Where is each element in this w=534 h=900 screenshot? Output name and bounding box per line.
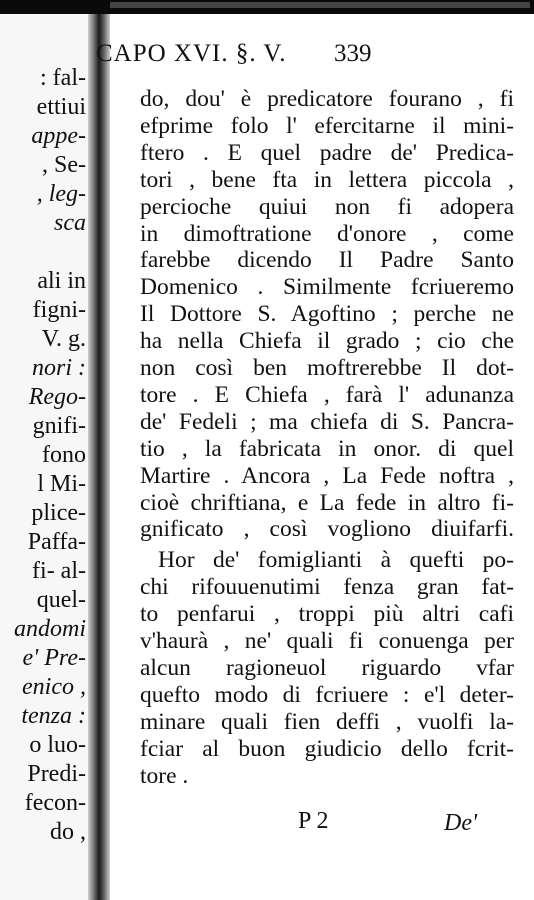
body-line: tio , la fabricata in onor. di quel xyxy=(140,435,514,462)
left-page-line: gnifi- xyxy=(32,413,86,439)
left-page-line: l Mi- xyxy=(37,471,86,497)
body-line: chi rifouuenutimi fenza gran fat- xyxy=(140,574,514,601)
left-facing-page xyxy=(0,14,92,900)
left-page-line: V. g. xyxy=(41,326,86,352)
left-page-line: fi- al- xyxy=(32,558,86,584)
body-line: Domenico . Similmente fcriueremo xyxy=(140,274,514,301)
top-dark-edge xyxy=(0,0,534,14)
left-page-line: , leg- xyxy=(36,181,86,207)
left-page-line: sca xyxy=(54,210,86,236)
left-page-line: andomi xyxy=(14,616,86,642)
left-page-line: Rego- xyxy=(28,384,86,410)
body-line: ftero . E quel padre de' Predica- xyxy=(140,139,514,166)
left-page-line: enico , xyxy=(22,674,86,700)
left-page-line: ali in xyxy=(37,268,86,294)
left-page-line: Paffa- xyxy=(27,529,86,555)
body-line: gnificato , così vogliono diuifarfi. xyxy=(140,516,514,543)
book-gutter xyxy=(88,14,110,900)
body-line: fciar al buon giudicio dello fcrit- xyxy=(140,735,514,762)
body-line: ha nella Chiefa il grado ; cio che xyxy=(140,328,514,355)
left-page-line: , Se- xyxy=(42,152,86,178)
body-line: quefto modo di fcriuere : e'l deter- xyxy=(140,681,514,708)
body-line: Il Dottore S. Agoftino ; perche ne xyxy=(140,301,514,328)
left-page-line: Predi- xyxy=(27,761,86,787)
left-page-line: ettiui xyxy=(36,94,86,120)
left-page-line: fecon- xyxy=(24,790,86,816)
left-page-line: : fal- xyxy=(40,65,86,91)
body-line: tori , bene fta in lettera piccola , xyxy=(140,166,514,193)
body-line: minare quali fien deffi , vuolfi la- xyxy=(140,708,514,735)
page-number: 339 xyxy=(334,40,372,67)
body-line: to penfarui , troppi più altri cafi xyxy=(140,601,514,628)
left-page-line: quel- xyxy=(36,587,86,613)
body-line: de' Fedeli ; ma chiefa di S. Pancra- xyxy=(140,408,514,435)
body-line: Hor de' fomiglianti à quefti po- xyxy=(158,547,514,574)
left-page-line: do , xyxy=(50,819,86,845)
body-line: farebbe dicendo Il Padre Santo xyxy=(140,247,514,274)
left-page-line: tenza : xyxy=(21,703,86,729)
top-edge-shadow xyxy=(110,2,530,8)
left-page-line: nori : xyxy=(32,355,86,381)
body-line: cioè chriftiana, e La fede in altro fi- xyxy=(140,489,514,516)
catchword: De' xyxy=(444,810,478,836)
left-page-line: plice- xyxy=(31,500,86,526)
body-line: do, dou' è predicatore fourano , fi xyxy=(140,86,514,112)
body-line: percioche quiui non fi adopera xyxy=(140,193,514,220)
left-page-line: o luo- xyxy=(29,732,86,758)
running-title: CAPO XVI. §. V. xyxy=(96,40,287,67)
body-line: in dimoftratione d'onore , come xyxy=(140,220,514,247)
body-line: v'haurà , ne' quali fi conuenga per xyxy=(140,628,514,654)
body-line: Martire . Ancora , La Fede noftra , xyxy=(140,462,514,489)
left-page-line: figni- xyxy=(32,297,86,323)
body-line: non così ben moftrerebbe Il dot- xyxy=(140,355,514,381)
left-page-line: appe- xyxy=(31,123,86,149)
body-line: tore . xyxy=(140,762,189,789)
body-line: alcun ragioneuol riguardo vfar xyxy=(140,654,514,681)
body-line: tore . E Chiefa , farà l' adunanza xyxy=(140,381,514,408)
left-page-line: fono xyxy=(42,442,86,468)
signature-mark: P 2 xyxy=(298,808,329,834)
left-page-line: e' Pre- xyxy=(22,645,86,671)
body-line: efprime folo l' efercitarne il mini- xyxy=(140,112,514,139)
